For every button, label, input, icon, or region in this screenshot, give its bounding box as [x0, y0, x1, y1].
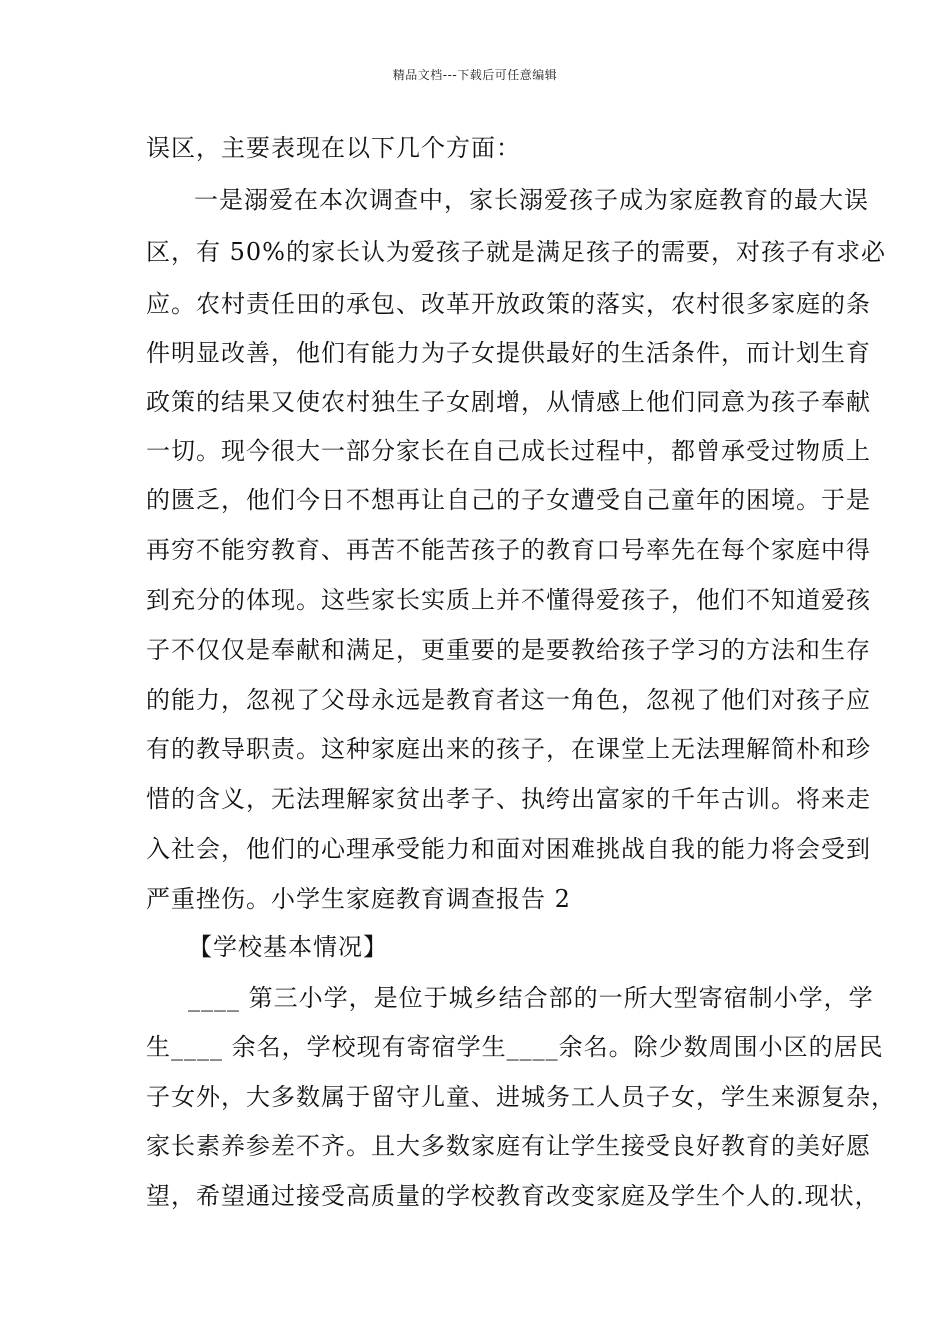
body-line: 的匮乏，他们今日不想再让自己的子女遭受自己童年的困境。于是: [146, 486, 871, 514]
body-line: 件明显改善，他们有能力为子女提供最好的生活条件，而计划生育: [146, 339, 871, 367]
body-line: 到充分的体现。这些家长实质上并不懂得爱孩子，他们不知道爱孩: [146, 586, 871, 614]
body-line: 惜的含义，无法理解家贫出孝子、执绔出富家的千年古训。将来走: [146, 785, 871, 813]
body-line: 的能力，忽视了父母永远是教育者这一角色，忽视了他们对孩子应: [146, 686, 871, 714]
body-line: 严重挫伤。小学生家庭教育调查报告 2: [146, 885, 571, 913]
body-line: 区，有 50%的家长认为爱孩子就是满足孩子的需要，对孩子有求必: [146, 238, 886, 266]
body-line: 一切。现今很大一部分家长在自己成长过程中，都曾承受过物质上: [146, 437, 871, 465]
page-header: 精品文档---下载后可任意编辑: [392, 68, 558, 82]
body-line: ____ 第三小学，是位于城乡结合部的一所大型寄宿制小学，学: [188, 984, 874, 1012]
body-line: 再穷不能穷教育、再苦不能苦孩子的教育口号率先在每个家庭中得: [146, 536, 871, 564]
body-line: 望，希望通过接受高质量的学校教育改变家庭及学生个人的.现状，: [146, 1182, 880, 1210]
body-line: 子不仅仅是奉献和满足，更重要的是要教给孩子学习的方法和生存: [146, 636, 871, 664]
body-line: 应。农村责任田的承包、改革开放政策的落实，农村很多家庭的条: [146, 290, 871, 318]
body-line: 子女外，大多数属于留守儿童、进城务工人员子女，学生来源复杂，: [146, 1083, 896, 1111]
section-heading: 【学校基本情况】: [188, 933, 388, 961]
body-line: 一是溺爱在本次调查中，家长溺爱孩子成为家庭教育的最大误: [194, 186, 869, 214]
body-line: 政策的结果又使农村独生子女剧增，从情感上他们同意为孩子奉献: [146, 388, 871, 416]
body-line: 有的教导职责。这种家庭出来的孩子，在课堂上无法理解简朴和珍: [146, 735, 871, 763]
body-line: 家长素养参差不齐。且大多数家庭有让学生接受良好教育的美好愿: [146, 1132, 871, 1160]
body-line: 入社会，他们的心理承受能力和面对困难挑战自我的能力将会受到: [146, 835, 871, 863]
body-line: 生____ 余名，学校现有寄宿学生____余名。除少数周围小区的居民: [146, 1033, 884, 1061]
body-line: 误区，主要表现在以下几个方面：: [146, 134, 521, 162]
